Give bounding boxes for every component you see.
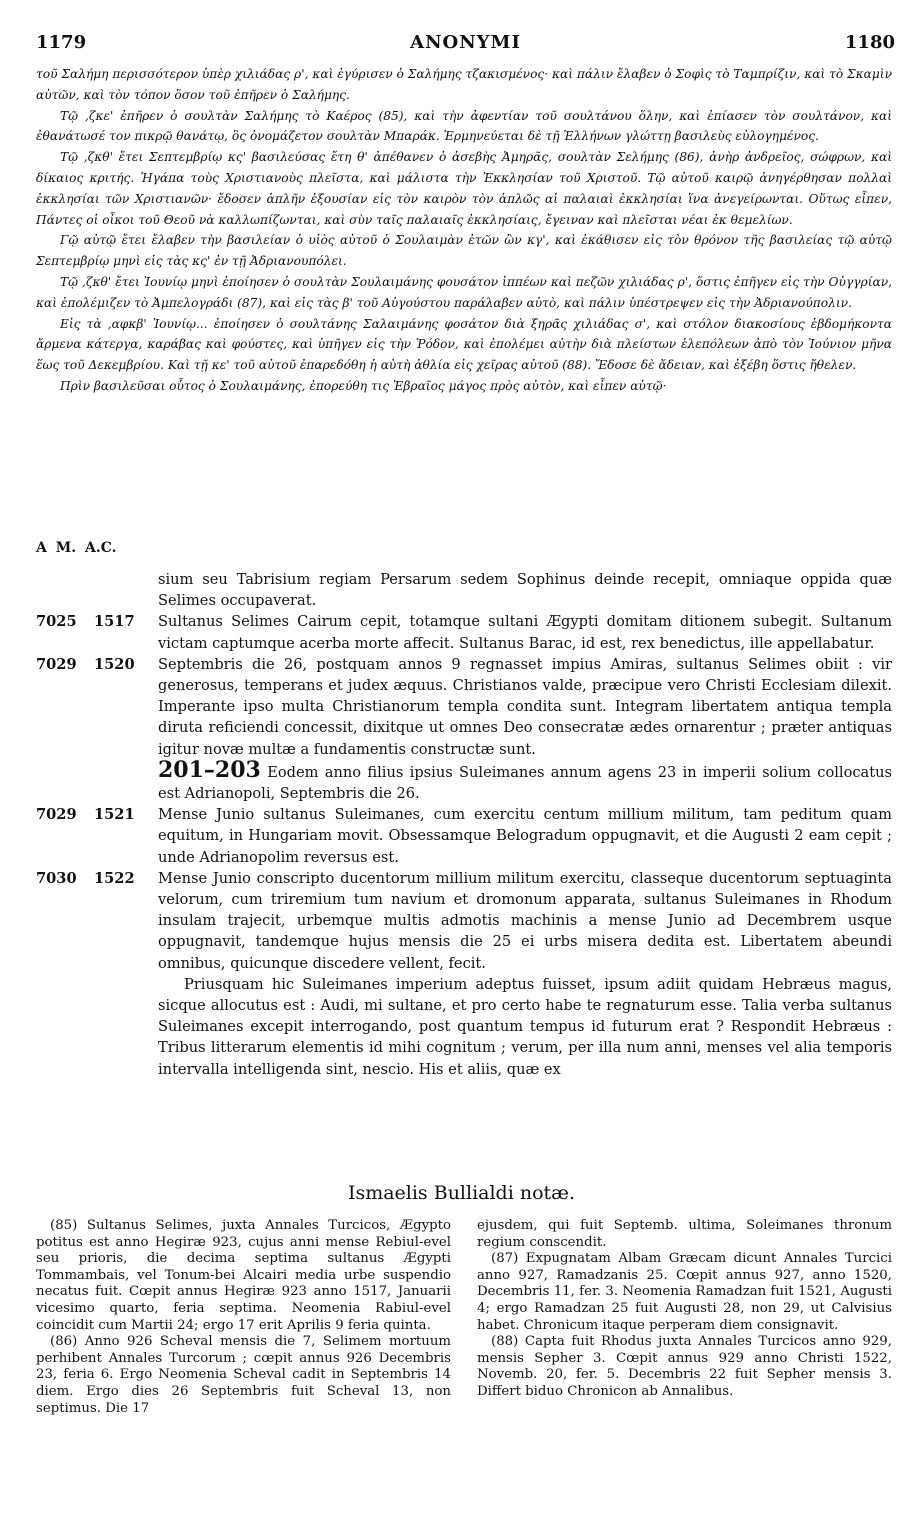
year-ac: 1522 bbox=[94, 869, 135, 887]
section-marker: 201–203 bbox=[158, 756, 261, 783]
latin-entry bbox=[36, 611, 892, 653]
footnote: (87) Expugnatam Albam Græcam dicunt Annales Turcici anno 927, Ramadzanis 25. Cœpit annus 927, anno 1520, Decembris 11, fer. 3. Neomenia Ramadzan fuit 1521, Augusti 4; ergo Ramadzan 25 fuit Augusti 28, non 29, ut Calvisius habet. Chronicum itaque perperam diem consignavit. bbox=[477, 1251, 892, 1333]
page-header bbox=[36, 32, 895, 56]
latin-entry bbox=[36, 654, 892, 760]
year-am: 7029 bbox=[36, 655, 77, 673]
year-column-header: A M. A.C. bbox=[36, 540, 117, 556]
year-ac: 1517 bbox=[94, 613, 135, 631]
notes-title: Ismaelis Bullialdi notæ. bbox=[347, 1182, 576, 1204]
greek-paragraph: Πρὶν βασιλεῦσαι οὗτος ὁ Σουλαιμάνης, ἐπορεύθη τις Ἑβραῖος μάγος πρὸς αὐτὸν, καὶ εἶπεν αὐτῷ· bbox=[60, 378, 667, 393]
entry-text: Mense Junio conscripto ducentorum millium militum exercitu, classeque ducentorum septuaginta velorum, cum triremium tum navium et dromonum apparata, sultanus Suleimanes in Rhodum insulam trajecit, urbemque multis admotis machinis a mense Junio ad Decembrem usque oppugnavit, tandemque hujus mensis die 25 ei urbs misera dedita est. Libertatem abeundi omnibus, quicunque discedere vellent, fecit. bbox=[158, 869, 892, 972]
left-page-number: 1179 bbox=[36, 32, 87, 53]
marker-paragraph bbox=[36, 756, 892, 804]
year-am: 7030 bbox=[36, 869, 77, 887]
greek-paragraph: Τῷ ,ζκε' ἐπῆρεν ὁ σουλτὰν Σαλήμης τὸ Καέρος (85), καὶ τὴν ἀφεντίαν τοῦ σουλτάνου ὅλην, καὶ ἐπίασεν τὸν σουλτάνον, καὶ ἐθανάτωσέ τον πικρῷ θανάτῳ, ὃς ὀνομάζετον σουλτὰν Μπαράκ. Ἑρμηνεύεται δὲ τῇ Ἑλλήνων γλώττῃ βασιλεὺς εὐλογημένος. bbox=[36, 108, 892, 144]
greek-paragraph: Γῷ αὐτῷ ἔτει ἔλαβεν τὴν βασιλείαν ὁ υἱὸς αὐτοῦ ὁ Σουλαιμὰν ἐτῶν ὢν κγ', καὶ ἐκάθισεν εἰς τὸν θρόνον τῆς βασιλείας τῷ αὐτῷ Σεπτεμβρίῳ μηνὶ εἰς τὰς κς' ἐν τῇ Ἀδριανουπόλει. bbox=[36, 233, 892, 269]
footnote-continuation: ejusdem, qui fuit Septemb. ultima, Soleimanes thronum regium conscendit. bbox=[477, 1218, 892, 1250]
latin-intro: sium seu Tabrisium regiam Persarum sedem Sophinus deinde recepit, omniaque oppida quæ Selimes occupaverat. bbox=[158, 571, 892, 610]
marker-text: Eodem anno filius ipsius Suleimanes annum agens 23 in imperii solium collocatus est Adrianopoli, Septembris die 26. bbox=[158, 763, 892, 803]
footnotes bbox=[36, 1218, 892, 1417]
year-ac: 1521 bbox=[94, 806, 135, 824]
latin-text-block bbox=[36, 569, 892, 1080]
footnotes-right-column bbox=[477, 1218, 892, 1417]
greek-text-block bbox=[36, 64, 892, 397]
footnote: (86) Anno 926 Scheval mensis die 7, Selimem mortuum perhibent Annales Turcorum ; cœpit annus 926 Decembris 23, feria 6. Ergo Neomenia Scheval cadit in Septembris 14 diem. Ergo dies 26 Septembris fuit Scheval 13, non septimus. Die 17 bbox=[36, 1334, 451, 1416]
entry-text: Septembris die 26, postquam annos 9 regnasset impius Amiras, sultanus Selimes obiit : vir generosus, temperans et judex æquus. Christianos valde, præcipue vero Christi Ecclesiam dilexit. Imperante ipso multa Christianorum templa condita sunt. Integram libertatem antiqua templa diruta reficiendi concessit, dixitque ut omnes Deo consecratæ ædes ornarentur ; præter antiquas igitur novæ multæ a fundamentis constructæ sunt. bbox=[158, 655, 892, 758]
greek-paragraph: Τῷ ,ζκθ' ἔτει Ἰουνίῳ μηνὶ ἐποίησεν ὁ σουλτὰν Σουλαιμάνης φουσάτον ἱππέων καὶ πεζῶν χιλιάδας ρ', ὅστις ἐπῆγεν εἰς τὴν Οὐγγρίαν, καὶ ἐπολέμιζεν τὸ Ἀμπελογράδι (87), καὶ εἰς τὰς β' τοῦ Αὐγούστου παράλαβεν αὐτὸ, καὶ πάλιν ὑπέστρεψεν εἰς τὴν Ἀδριανούπολιν. bbox=[36, 274, 892, 310]
footnote: (85) Sultanus Selimes, juxta Annales Turcicos, Ægypto potitus est anno Hegiræ 923, cujus anni mense Rebiul-evel seu prioris, die decima septima sultanus Ægypti Tommambais, vel Tonum-bei Alcairi media urbe suspendio necatus fuit. Cœpit annus Hegiræ 923 anno 1517, Januarii vicesimo quarto, feria septima. Neomenia Rabiul-evel coincidit cum Martii 24; ergo 17 erit Aprilis 9 feria quinta. bbox=[36, 1218, 451, 1333]
right-page-number: 1180 bbox=[844, 32, 895, 53]
year-am: 7025 bbox=[36, 613, 77, 631]
running-title: ANONYMI bbox=[410, 32, 521, 53]
footnote: (88) Capta fuit Rhodus juxta Annales Turcicos anno 929, mensis Sepher 3. Cœpit annus 929 anno Christi 1522, Novemb. 20, fer. 5. Decembris 22 fuit Sepher mensis 3. Differt biduo Chronicon ab Annalibus. bbox=[477, 1334, 892, 1399]
entry-text: Mense Junio sultanus Suleimanes, cum exercitu centum millium militum, tam peditum quam equitum, in Hungariam movit. Obsessamque Belogradum oppugnavit, et die Augusti 2 eam cepit ; unde Adrianopolim reversus est. bbox=[158, 806, 892, 866]
year-am: 7029 bbox=[36, 806, 77, 824]
latin-entry bbox=[36, 868, 892, 974]
entry-text: Sultanus Selimes Cairum cepit, totamque sultani Ægypti domitam ditionem subegit. Sultanum victam captumque acerba morte affecit. Sultanus Barac, id est, rex benedictus, ille appellabatur. bbox=[158, 613, 892, 652]
greek-paragraph: Εἰς τὰ ,αφκβ' Ἰουνίῳ... ἐποίησεν ὁ σουλτάνης Σαλαιμάνης φοσάτον διὰ ξηρᾶς χιλιάδας σ', καὶ στόλον διακοσίους ἑβδομήκοντα ἄρμενα κάτεργα, καράβας καὶ φούστες, καὶ ὑπῆγεν εἰς τὴν Ῥόδον, καὶ ἐπολέμει αὐτὴν διὰ πλείστων ἑλεπόλεων ἀπὸ τὸν Ἰούνιον μῆνα ἕως τοῦ Δεκεμβρίου. Καὶ τῇ κε' τοῦ αὐτοῦ ἐπαρεδόθη ἡ αὐτὴ ἀθλία εἰς χεῖρας αὐτοῦ (88). Ἔδοσε δὲ ἄδειαν, καὶ ἐξέβη ὅστις ἤθελεν. bbox=[36, 316, 892, 373]
latin-closing-paragraph: Priusquam hic Suleimanes imperium adeptus fuisset, ipsum adiit quidam Hebræus magus, sicque allocutus est : Audi, mi sultane, et pro certo habe te regnaturum esse. Talia verba sultanus Suleimanes excepit interrogando, post quantum tempus id futurum erat ? Respondit Hebræus : Tribus litterarum elementis id mihi cognitum ; verum, per illa num anni, menses vel alia temporis intervalla intelligenda sint, nescio. His et aliis, quæ ex bbox=[158, 975, 892, 1078]
year-ac: 1520 bbox=[94, 655, 135, 673]
greek-paragraph: Τῷ ,ζκθ' ἔτει Σεπτεμβρίῳ κς' βασιλεύσας ἔτη θ' ἀπέθανεν ὁ ἀσεβὴς Ἀμηρᾶς, σουλτὰν Σελήμης (86), ἀνὴρ ἀνδρεῖος, σώφρων, καὶ δίκαιος κριτής. Ἠγάπα τοὺς Χριστιανοὺς πλεῖστα, καὶ μάλιστα τὴν Ἐκκλησίαν τοῦ Χριστοῦ. Τῷ αὐτοῦ καιρῷ ἀνηγέρθησαν πολλαὶ ἐκκλησίαι τῶν Χριστιανῶν· ἔδοσεν ἁπλῆν ἐξουσίαν εἰς τὸν καιρὸν τὸν ἁπλῶς αἱ παλαιαὶ ἐκκλησίαι ἵνα ἀνεγείρωνται. Οὕτως εἶπεν, Πάντες οἱ οἶκοι τοῦ Θεοῦ νὰ καλλωπίζωνται, καὶ σὺν ταῖς παλαιαῖς ἐκκλησίαις, ἔγειναν καὶ πλεῖσται νέαι ἐκ θεμελίων. bbox=[36, 150, 892, 227]
footnotes-left-column bbox=[36, 1218, 451, 1417]
greek-paragraph: τοῦ Σαλήμη περισσότερον ὑπὲρ χιλιάδας ρ', καὶ ἐγύρισεν ὁ Σαλήμης τζακισμένος· καὶ πάλιν ἔλαβεν ὁ Σοφὶς τὸ Ταμπρίζιν, καὶ τὸ Σκαμὶν αὐτῶν, καὶ τὸν τόπον ὅσον τοῦ ἐπῆρεν ὁ Σαλήμης. bbox=[36, 67, 892, 102]
latin-entry bbox=[36, 804, 892, 868]
